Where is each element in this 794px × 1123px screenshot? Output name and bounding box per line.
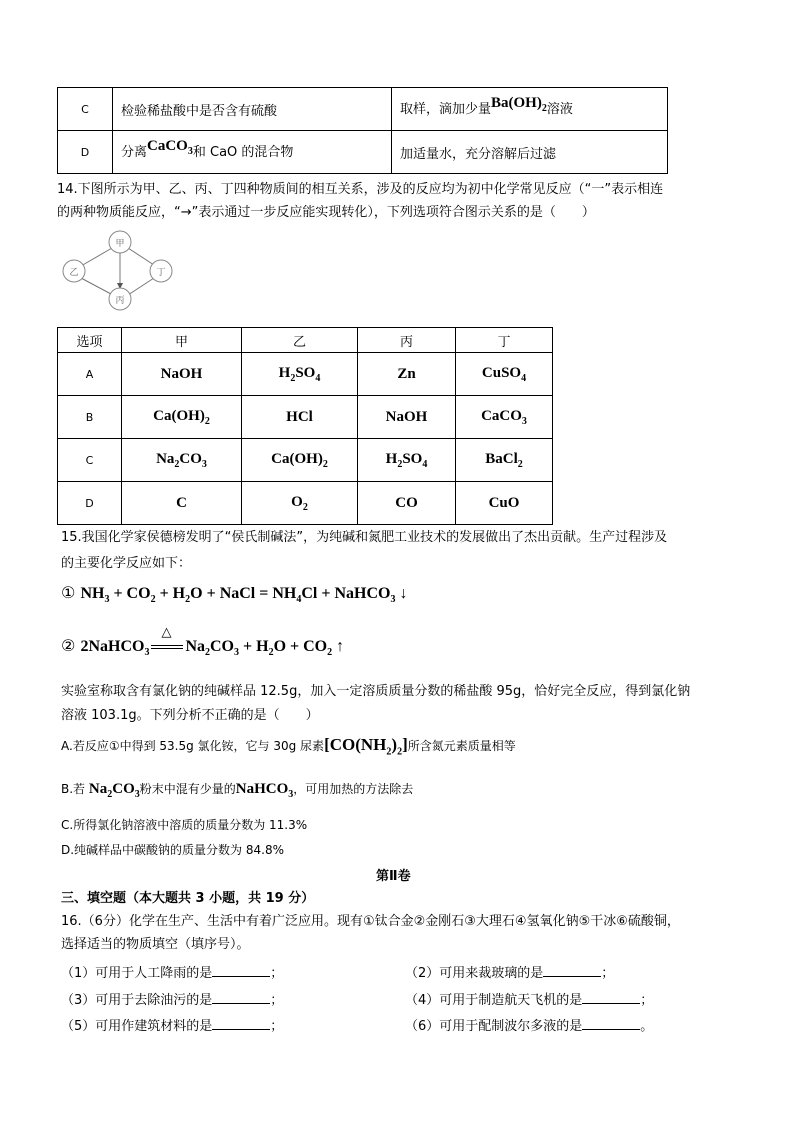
q15-body-line2: 溶液 103.1g。下列分析不正确的是（ ） (61, 708, 319, 723)
node-ding: 丁 (156, 268, 166, 278)
formula-cell: CaCO$_3$ (456, 396, 553, 439)
link-yi-bing (81, 278, 111, 294)
table-row (58, 353, 553, 396)
delta-symbol: △ (161, 624, 172, 640)
punct: ； (270, 966, 284, 981)
answer-blank[interactable] (582, 991, 640, 1004)
option-cell: B (58, 396, 122, 439)
section-title: 第Ⅱ卷 (376, 869, 411, 884)
q14-stem-line1: 14.下图所示为甲、乙、丙、丁四种物质间的相互关系，涉及的反应均为初中化学常见反应（“一”表示相连 (57, 182, 664, 197)
formula-cell: NaOH (358, 396, 456, 439)
item-text: （3）可用于去除油污的是 (61, 993, 213, 1008)
formula: $Na_2CO_3 + H_2O + CO_2$ ↑ (185, 638, 345, 659)
fill-item-3 (61, 989, 283, 1008)
table-row (58, 396, 553, 439)
header-cell: 丙 (358, 328, 456, 353)
q14-stem-line2: 的两种物质能反应，“→”表示通过一步反应能实现转化），下列选项符合图示关系的是（ ） (57, 205, 595, 220)
formula-cell: $H_2SO_4$ (242, 353, 358, 396)
option-text: 所含氮元素质量相等 (407, 739, 516, 753)
q16-stem-line2: 选择适当的物质填空（填序号）。 (61, 937, 250, 952)
answer-blank[interactable] (212, 991, 270, 1004)
formula: $NH_3 + CO_2 + H_2O$ + NaCl = $NH_4Cl$ + NaHCO$_3$ ↓ (80, 585, 408, 606)
fill-item-5 (61, 1015, 283, 1034)
table-row (58, 482, 553, 525)
method-cell: 加适量水，充分溶解后过滤 (392, 131, 668, 174)
formula: NaHCO$_3$ (235, 781, 294, 800)
option-text: B.若 (61, 782, 86, 796)
equation-2 (61, 624, 345, 659)
formula-cell: HCl (242, 396, 358, 439)
formula: $Ba(OH)_2$ (491, 95, 547, 114)
punct: ； (601, 966, 615, 981)
formula: 2NaHCO$_3$ (80, 638, 150, 659)
purpose-cell: 检验稀盐酸中是否含有硫酸 (113, 88, 392, 131)
node-bing: 丙 (115, 296, 125, 306)
table-row (58, 131, 668, 174)
item-text: （4）可用于制造航天飞机的是 (405, 993, 583, 1008)
fill-item-2 (405, 962, 614, 981)
formula: CaCO$_3$ (147, 138, 193, 157)
option-cell: D (58, 482, 122, 525)
option-a[interactable] (61, 735, 516, 757)
option-text: 粉末中混有少量的 (139, 782, 236, 796)
fill-item-6 (405, 1015, 653, 1034)
formula-cell: CuO (456, 482, 553, 525)
eq-number: ② (61, 636, 76, 655)
link-jia-yi (81, 248, 112, 266)
punct: ； (270, 1019, 284, 1034)
relationship-diagram (55, 228, 185, 314)
equation-1 (61, 583, 407, 605)
option-d[interactable]: D.纯碱样品中碳酸钠的质量分数为 84.8% (61, 843, 284, 857)
fill-item-4 (405, 989, 653, 1008)
formula: $Na_2CO_3$ (88, 781, 140, 800)
formula-cell: $Na_2CO_3$ (122, 439, 242, 482)
method-cell (392, 88, 668, 131)
formula-cell: $H_2SO_4$ (358, 439, 456, 482)
formula-cell: $Ca(OH)_2$ (242, 439, 358, 482)
link-jia-ding (128, 248, 154, 265)
formula-cell: C (122, 482, 242, 525)
answer-blank[interactable] (543, 964, 601, 977)
punct: ； (640, 993, 654, 1008)
q13-options-table (57, 87, 668, 174)
option-cell: C (58, 88, 113, 131)
option-cell: A (58, 353, 122, 396)
table-row (58, 88, 668, 131)
option-b[interactable] (61, 780, 413, 800)
table-row (58, 439, 553, 482)
header-cell: 乙 (242, 328, 358, 353)
item-text: （5）可用作建筑材料的是 (61, 1019, 213, 1034)
punct: 。 (640, 1019, 654, 1034)
formula-cell: BaCl$_2$ (456, 439, 553, 482)
header-cell: 甲 (122, 328, 242, 353)
node-jia: 甲 (115, 239, 125, 249)
method-text: 取样，滴加少量 (400, 102, 492, 117)
header-cell: 丁 (456, 328, 553, 353)
method-text: 溶液 (546, 102, 573, 117)
fill-item-1 (61, 962, 283, 981)
table-header-row (58, 328, 553, 353)
option-cell: C (58, 439, 122, 482)
purpose-cell (113, 131, 392, 174)
punct: ； (270, 993, 284, 1008)
answer-blank[interactable] (212, 1017, 270, 1030)
option-text: ，可用加热的方法除去 (293, 782, 414, 796)
eq-number: ① (61, 583, 76, 602)
formula: $[CO(NH_2)_2]$ (324, 735, 408, 758)
purpose-text: 和 CaO 的混合物 (192, 145, 294, 160)
item-text: （6）可用于配制波尔多液的是 (405, 1019, 583, 1034)
formula-cell: CuSO$_4$ (456, 353, 553, 396)
q14-options-table (57, 327, 553, 525)
answer-blank[interactable] (582, 1017, 640, 1030)
option-text: A.若反应①中得到 53.5g 氯化铵，它与 30g 尿素 (61, 739, 325, 753)
purpose-text: 分离 (121, 145, 148, 160)
link-ding-bing (128, 278, 154, 295)
node-yi: 乙 (69, 268, 79, 278)
answer-blank[interactable] (212, 964, 270, 977)
formula-cell: Zn (358, 353, 456, 396)
header-cell: 选项 (58, 328, 122, 353)
item-text: （2）可用来裁玻璃的是 (405, 966, 544, 981)
q15-body-line1: 实验室称取含有氯化钠的纯碱样品 12.5g，加入一定溶质质量分数的稀盐酸 95g，恰好完全反应，得到氯化钠 (61, 684, 691, 699)
heat-condition (151, 624, 183, 652)
item-text: （1）可用于人工降雨的是 (61, 966, 213, 981)
q15-stem-line1: 15.我国化学家侯德榜发明了“侯氏制碱法”，为纯碱和氮肥工业技术的发展做出了杰出贡献。生产过程涉及 (61, 530, 668, 545)
option-cell: D (58, 131, 113, 174)
formula-cell: NaOH (122, 353, 242, 396)
formula-cell: $Ca(OH)_2$ (122, 396, 242, 439)
q16-stem-line1: 16.（6分）化学在生产、生活中有着广泛应用。现有①钛合金②金刚石③大理石④氢氧化钠⑤干冰⑥硫酸铜， (61, 914, 680, 929)
option-c[interactable]: C.所得氯化钠溶液中溶质的质量分数为 11.3% (61, 818, 308, 832)
section-heading: 三、填空题（本大题共 3 小题，共 19 分） (61, 891, 315, 906)
formula-cell: $O_2$ (242, 482, 358, 525)
formula-cell: CO (358, 482, 456, 525)
q15-stem-line2: 的主要化学反应如下： (61, 556, 192, 571)
